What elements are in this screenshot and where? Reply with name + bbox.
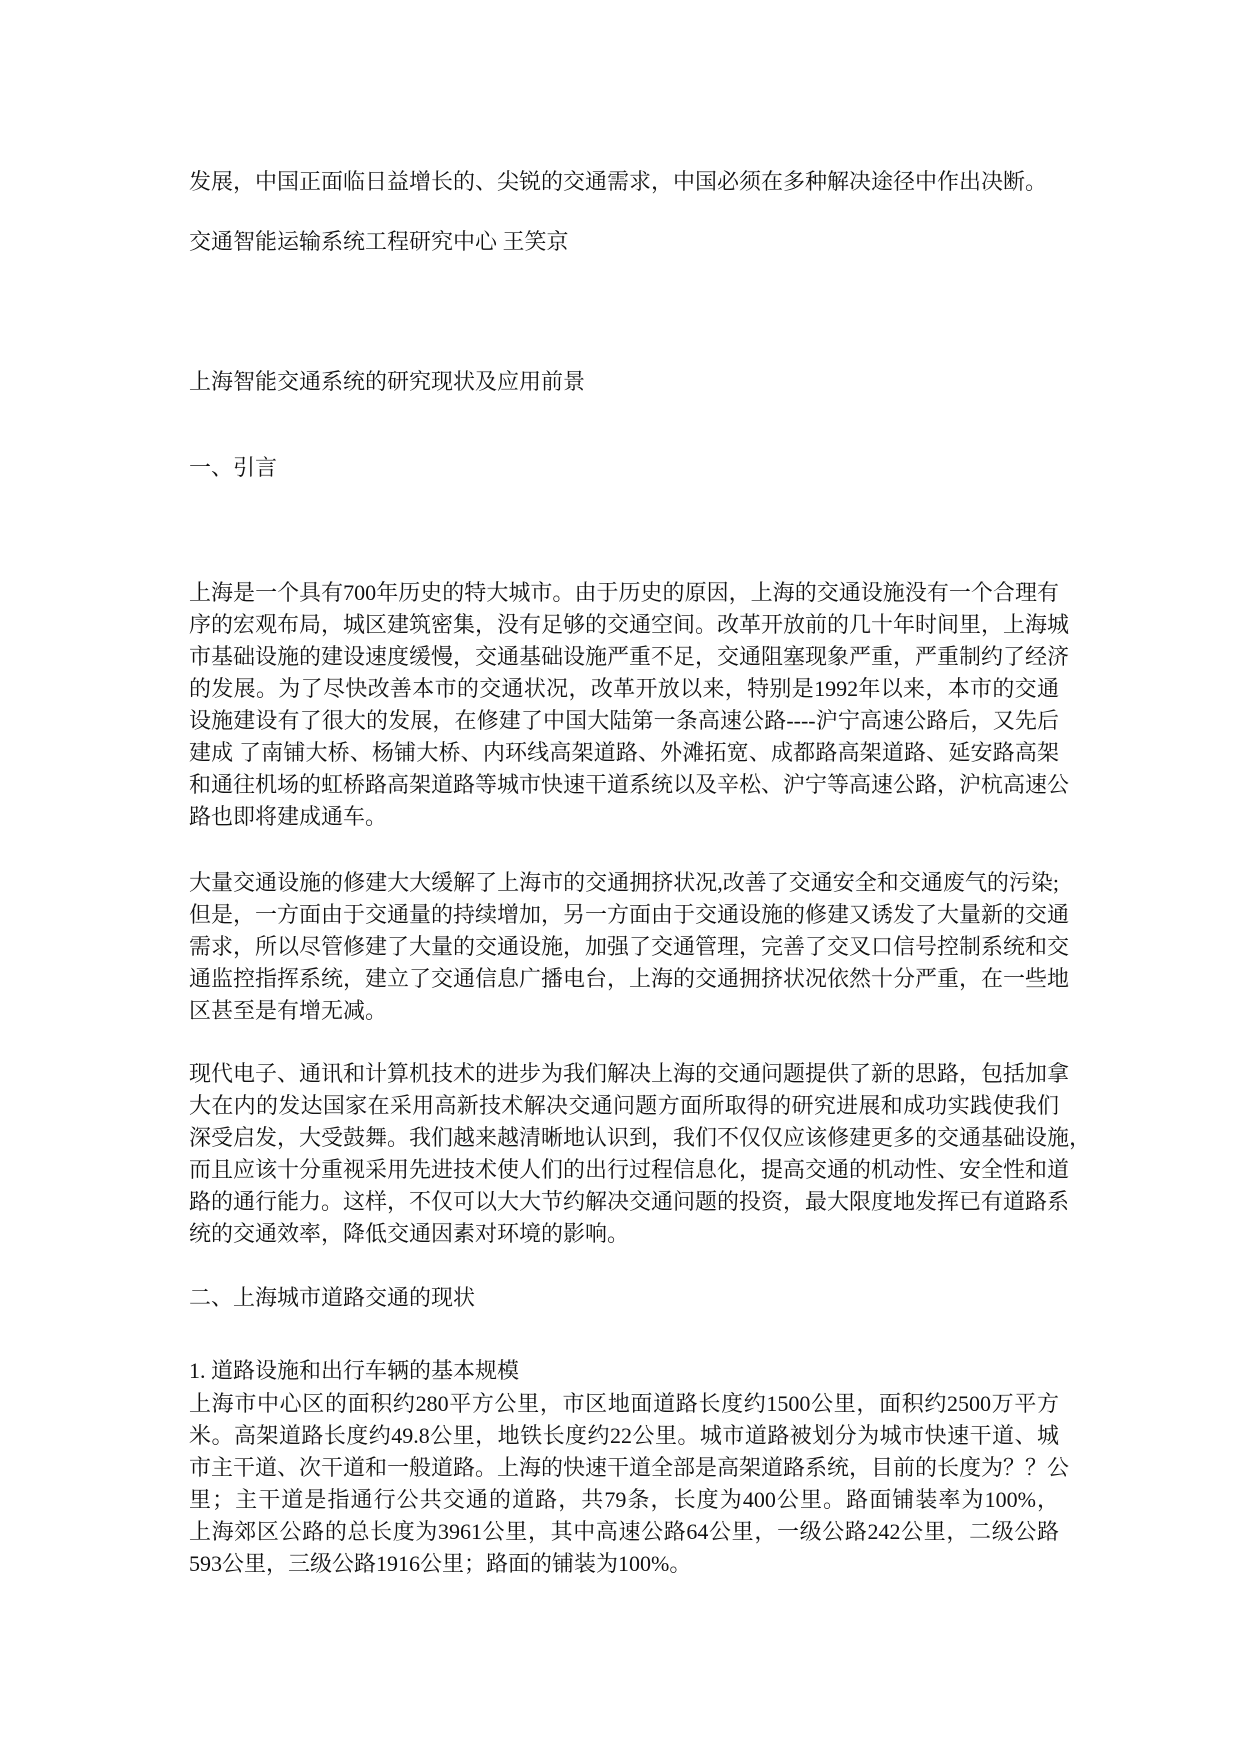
- text-line: 统的交通效率，降低交通因素对环境的影响。: [189, 1221, 630, 1246]
- author-line: [189, 226, 1059, 258]
- text-line: 序的宏观布局，城区建筑密集，没有足够的交通空间。改革开放前的几十年时间里，上海城: [189, 612, 1070, 637]
- paragraph-2: [189, 867, 1070, 1027]
- text-line: 通监控指挥系统，建立了交通信息广播电台，上海的交通拥挤状况依然十分严重，在一些地: [189, 966, 1070, 991]
- text-line: 但是，一方面由于交通量的持续增加，另一方面由于交通设施的修建又诱发了大量新的交通: [189, 902, 1070, 927]
- text-line: 而且应该十分重视采用先进技术使人们的出行过程信息化，提高交通的机动性、安全性和道: [189, 1157, 1070, 1182]
- text-line: 交通智能运输系统工程研究中心 王笑京: [189, 229, 569, 254]
- text-line: 上海市中心区的面积约280平方公里，市区地面道路长度约1500公里，面积约2500万平方: [189, 1391, 1059, 1416]
- text-line: 二、上海城市道路交通的现状: [189, 1285, 476, 1310]
- article-title: [189, 366, 1059, 398]
- text-line: 深受启发，大受鼓舞。我们越来越清晰地认识到，我们不仅仅应该修建更多的交通基础设施，: [189, 1125, 1092, 1150]
- text-line: 593公里，三级公路1916公里；路面的铺装为100%。: [189, 1551, 692, 1576]
- text-line: 现代电子、通讯和计算机技术的进步为我们解决上海的交通问题提供了新的思路，包括加拿: [189, 1061, 1070, 1086]
- section2-heading: [189, 1282, 1059, 1314]
- subsection1-heading: [189, 1355, 1059, 1387]
- text-line: 大在内的发达国家在采用高新技术解决交通问题方面所取得的研究进展和成功实践使我们: [189, 1093, 1059, 1118]
- text-line: 路也即将建成通车。: [189, 804, 388, 829]
- text-line: 1. 道路设施和出行车辆的基本规模: [189, 1358, 520, 1383]
- text-line: 米。高架道路长度约49.8公里，地铁长度约22公里。城市道路被划分为城市快速干道、城: [189, 1423, 1059, 1448]
- text-line: 需求，所以尽管修建了大量的交通设施，加强了交通管理，完善了交叉口信号控制系统和交: [189, 934, 1070, 959]
- text-line: 和通往机场的虹桥路高架道路等城市快速干道系统以及辛松、沪宁等高速公路，沪杭高速公: [189, 772, 1070, 797]
- text-line: 一、引言: [189, 455, 278, 480]
- paragraph-3: [189, 1058, 1092, 1250]
- text-line: 设施建设有了很大的发展，在修建了中国大陆第一条高速公路----沪宁高速公路后，又先后: [189, 708, 1059, 733]
- paragraph-1: [189, 577, 1070, 833]
- text-line: 上海是一个具有700年历史的特大城市。由于历史的原因，上海的交通设施没有一个合理有: [189, 580, 1059, 605]
- text-line: 建成 了南铺大桥、杨铺大桥、内环线高架道路、外滩拓宽、成都路高架道路、延安路高架: [189, 740, 1059, 765]
- text-line: 里；主干道是指通行公共交通的道路，共79条，长度为400公里。路面铺装率为100%，: [189, 1487, 1059, 1512]
- intro-line: [189, 166, 1059, 198]
- text-line: 区甚至是有增无减。: [189, 998, 388, 1023]
- text-line: 市主干道、次干道和一般道路。上海的快速干道全部是高架道路系统，目前的长度为？？公: [189, 1455, 1070, 1480]
- paragraph-4: [189, 1388, 1070, 1580]
- text-line: 路的通行能力。这样，不仅可以大大节约解决交通问题的投资，最大限度地发挥已有道路系: [189, 1189, 1070, 1214]
- text-line: 的发展。为了尽快改善本市的交通状况，改革开放以来，特别是1992年以来，本市的交通: [189, 676, 1059, 701]
- text-line: 大量交通设施的修建大大缓解了上海市的交通拥挤状况,改善了交通安全和交通废气的污染;: [189, 870, 1059, 895]
- text-line: 上海郊区公路的总长度为3961公里，其中高速公路64公里，一级公路242公里，二级公路: [189, 1519, 1059, 1544]
- text-line: 发展，中国正面临日益增长的、尖锐的交通需求，中国必须在多种解决途径中作出决断。: [189, 169, 1048, 194]
- text-line: 市基础设施的建设速度缓慢，交通基础设施严重不足，交通阻塞现象严重，严重制约了经济: [189, 644, 1070, 669]
- section1-heading: [189, 452, 1059, 484]
- text-line: 上海智能交通系统的研究现状及应用前景: [189, 369, 586, 394]
